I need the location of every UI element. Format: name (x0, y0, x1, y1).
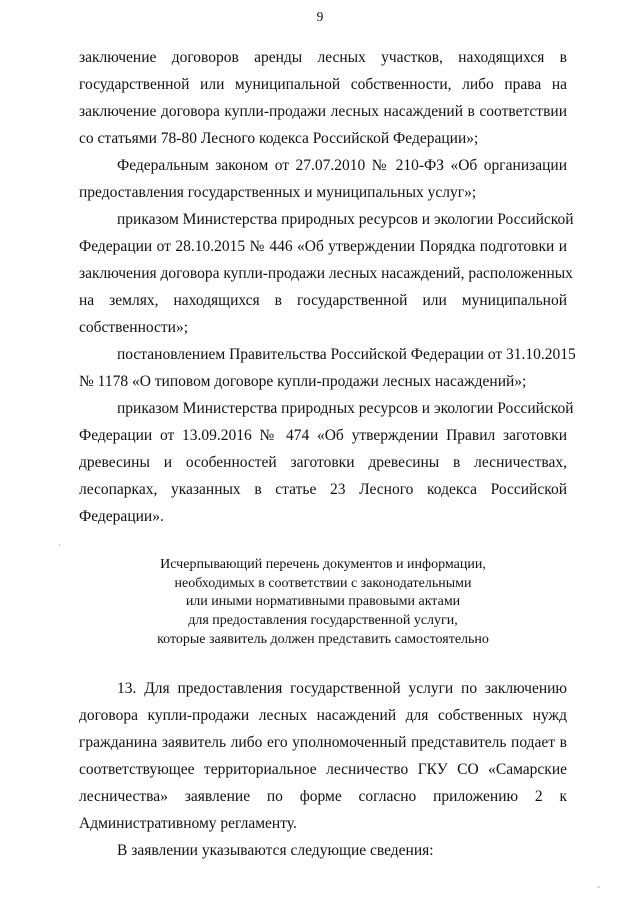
paragraph-federal-law (79, 153, 567, 207)
paragraph-order-474 (79, 396, 574, 531)
text-line: постановлением Правительства Российской Федерации от 31.10.2015 (117, 346, 576, 363)
scan-mark: · (58, 540, 61, 550)
paragraph-law-reference (79, 45, 567, 153)
paragraph-resolution-1178 (79, 342, 576, 396)
scan-mark: ˷ (597, 878, 600, 888)
paragraph-section-13 (79, 676, 567, 837)
text-line: В заявлении указываются следующие сведения: (117, 842, 434, 859)
text-line: Административному регламенту. (79, 814, 297, 832)
text-line: Федерации от 28.10.2015 № 446 «Об утверждении Порядка подготовки и (79, 237, 567, 255)
heading-line: или иными нормативными правовыми актами (185, 594, 461, 610)
heading-line: которые заявитель должен представить самостоятельно (157, 631, 489, 647)
text-line: лесопарках, указанных в статье 23 Лесного кодекса Российской (79, 480, 567, 498)
paragraph-order-446 (79, 207, 574, 342)
section-heading (79, 556, 567, 650)
text-line: со статьями 78-80 Лесного кодекса Российской Федерации»; (79, 129, 479, 147)
heading-line: необходимых в соответствии с законодательными (174, 575, 472, 591)
text-line: приказом Министерства природных ресурсов и экологии Российской (117, 400, 574, 417)
text-line: собственности»; (79, 318, 189, 336)
text-line: договора купли-продажи лесных насаждений для собственных нужд (79, 706, 567, 724)
text-line: № 1178 «О типовом договоре купли-продажи лесных насаждений»; (79, 372, 527, 390)
text-line: приказом Министерства природных ресурсов и экологии Российской (117, 211, 574, 228)
text-line: Федерации». (79, 507, 164, 525)
text-line: соответствующее территориальное лесничество ГКУ СО «Самарские (79, 760, 567, 778)
text-line: заключение договоров аренды лесных участков, находящихся в (79, 49, 567, 66)
paragraph-closing (79, 838, 567, 865)
text-line: древесины и особенностей заготовки древесины в лесничествах, (79, 453, 567, 471)
text-line: гражданина заявитель либо его уполномоченный представитель подает в (79, 733, 567, 751)
text-line: предоставления государственных и муниципальных услуг»; (79, 183, 477, 201)
page-number: 9 (316, 9, 324, 24)
text-line: заключение договора купли-продажи лесных насаждений в соответствии (79, 102, 567, 120)
heading-line: Исчерпывающий перечень документов и информации, (160, 557, 486, 572)
text-line: лесничества» заявление по форме согласно приложению 2 к (79, 787, 567, 805)
heading-line: для предоставления государственной услуги, (188, 613, 458, 629)
text-line: государственной или муниципальной собственности, либо права на (79, 75, 567, 93)
text-line: Федеральным законом от 27.07.2010 № 210-ФЗ «Об организации (117, 157, 567, 174)
text-line: Федерации от 13.09.2016 № 474 «Об утверждении Правил заготовки (79, 426, 567, 444)
text-line: заключения договора купли-продажи лесных насаждений, расположенных (79, 264, 573, 282)
text-line: 13. Для предоставления государственной услуги по заключению (117, 680, 567, 697)
text-line: на землях, находящихся в государственной или муниципальной (79, 291, 567, 309)
